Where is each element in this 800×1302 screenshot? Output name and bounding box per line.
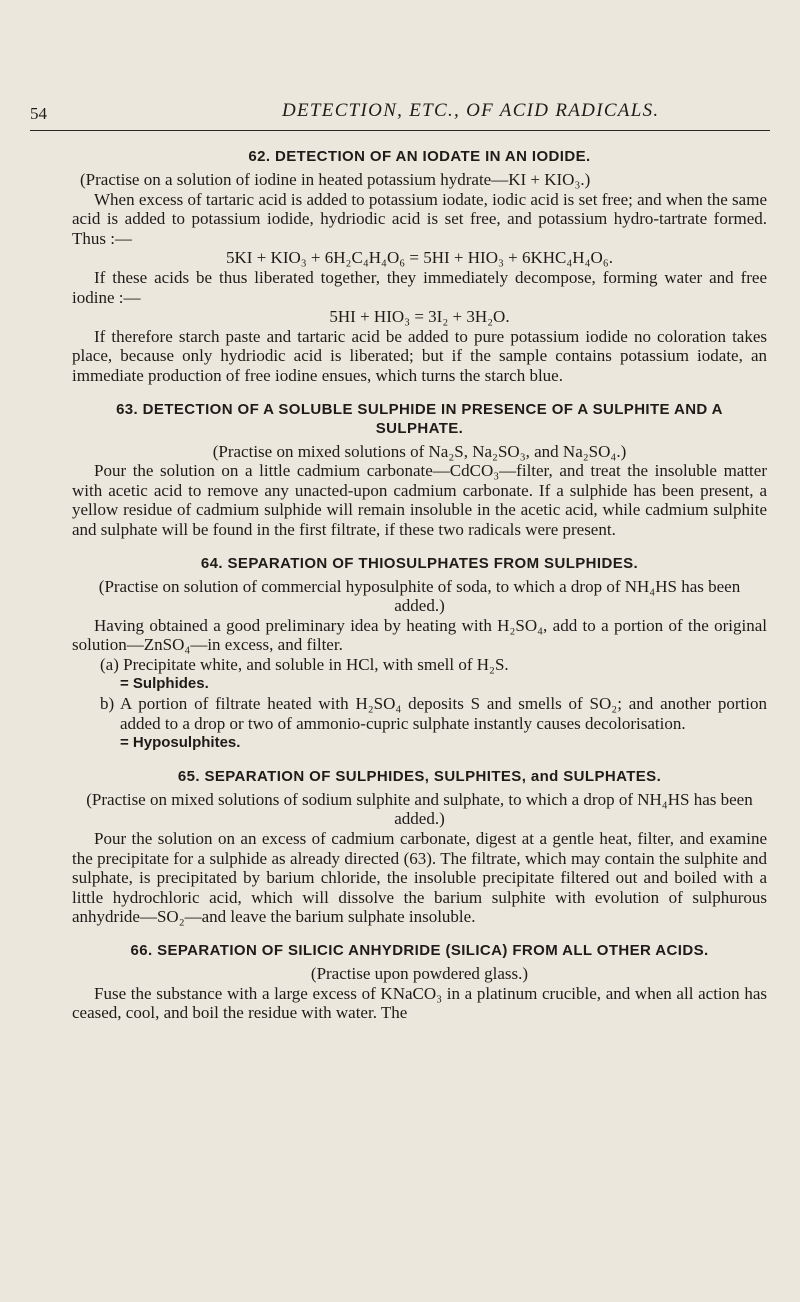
practise-note: (Practise upon powdered glass.) — [310, 964, 529, 983]
section-66 — [72, 941, 767, 1023]
paragraph: Pour the solution on an excess of cadmium carbonate, digest at a gentle heat, filter, and examine the precipitate for a sulphide as already directed (63). The filtrate, which may contain the sulphite and sulphate, is precipitated by barium chloride, the insoluble precipitate filtered out and boiled with a little hydrochloric acid, which will dissolve the barium sulphite with evolution of sulphurous anhydride—SO₂—and leave the barium sulphate insoluble. — [72, 829, 767, 927]
section-62 — [72, 147, 767, 386]
page-header — [30, 100, 770, 128]
paragraph: If these acids be thus liberated together, they immediately decompose, forming water and free iodine :— — [72, 267, 767, 307]
running-head: DETECTION, ETC., OF ACID RADICALS. — [282, 100, 660, 121]
practise-note: (Practise on a solution of iodine in heated potassium hydrate—KI + KIO₃.) — [80, 170, 591, 189]
practise-note: (Practise on mixed solutions of Na₂S, Na₂SO₃, and Na₂SO₄.) — [212, 441, 627, 461]
section-heading: 66. SEPARATION OF SILICIC ANHYDRIDE (SILICA) FROM ALL OTHER ACIDS. — [130, 942, 709, 959]
practise-note: (Practise on solution of commercial hyposulphite of soda, to which a drop of NH₄HS has been added.) — [98, 576, 741, 616]
section-heading: 63. DETECTION OF A SOLUBLE SULPHIDE IN PRESENCE OF A SULPHITE AND A SULPHATE. — [116, 400, 723, 437]
page-number: 54 — [30, 104, 47, 123]
equation: 5HI + HIO₃ = 3I₂ + 3H₂O. — [329, 307, 510, 327]
header-rule — [30, 130, 770, 131]
result-label: = Hyposulphites. — [120, 734, 241, 752]
result-label: = Sulphides. — [120, 675, 209, 693]
section-65 — [72, 767, 767, 927]
paragraph: Having obtained a good preliminary idea by heating with H₂SO₄, add to a portion of the original solution—ZnSO₄—in excess, and filter. — [72, 615, 767, 655]
paragraph: Fuse the substance with a large excess of KNaCO₃ in a platinum crucible, and when all action has ceased, cool, and boil the residue with water. The — [72, 983, 767, 1023]
practise-note: (Practise on mixed solutions of sodium sulphite and sulphate, to which a drop of NH₄HS has been added.) — [86, 789, 753, 829]
paragraph: Pour the solution on a little cadmium carbonate—CdCO₃—filter, and treat the insoluble matter with acetic acid to remove any unacted-upon cadmium carbonate. If a sulphide has been present, a yellow residue of cadmium sulphide will remain insoluble in the acetic acid, while cadmium sulphite and sulphate will be found in the first filtrate, if these two radicals were present. — [72, 461, 767, 539]
section-heading: 62. DETECTION OF AN IODATE IN AN IODIDE. — [248, 148, 591, 165]
list-item-a: (a) Precipitate white, and soluble in HCl, with smell of H₂S. — [100, 654, 509, 674]
equation: 5KI + KIO₃ + 6H₂C₄H₄O₆ = 5HI + HIO₃ + 6KHC₄H₄O₆. — [226, 248, 613, 268]
page-body — [72, 147, 767, 1037]
section-63 — [72, 400, 767, 540]
section-64 — [72, 554, 767, 753]
list-item-b: b) A portion of filtrate heated with H₂SO₄ deposits S and smells of SO₂; and another portion added to a drop or two of ammonio-cupric sulphate instantly causes decolorisation. — [100, 694, 767, 733]
paragraph: If therefore starch paste and tartaric acid be added to pure potassium iodide no coloration takes place, because only hydriodic acid is liberated; but if the sample contains potassium iodate, an immediate production of free iodine ensues, which turns the starch blue. — [72, 326, 767, 385]
paragraph: When excess of tartaric acid is added to potassium iodate, iodic acid is set free; and when the same acid is added to potassium iodide, hydriodic acid is set free, and potassium hydro-tartrate formed. Thus :— — [72, 189, 767, 248]
section-heading: 64. SEPARATION OF THIOSULPHATES FROM SULPHIDES. — [200, 554, 639, 572]
section-heading: 65. SEPARATION OF SULPHIDES, SULPHITES, and SULPHATES. — [177, 767, 662, 785]
